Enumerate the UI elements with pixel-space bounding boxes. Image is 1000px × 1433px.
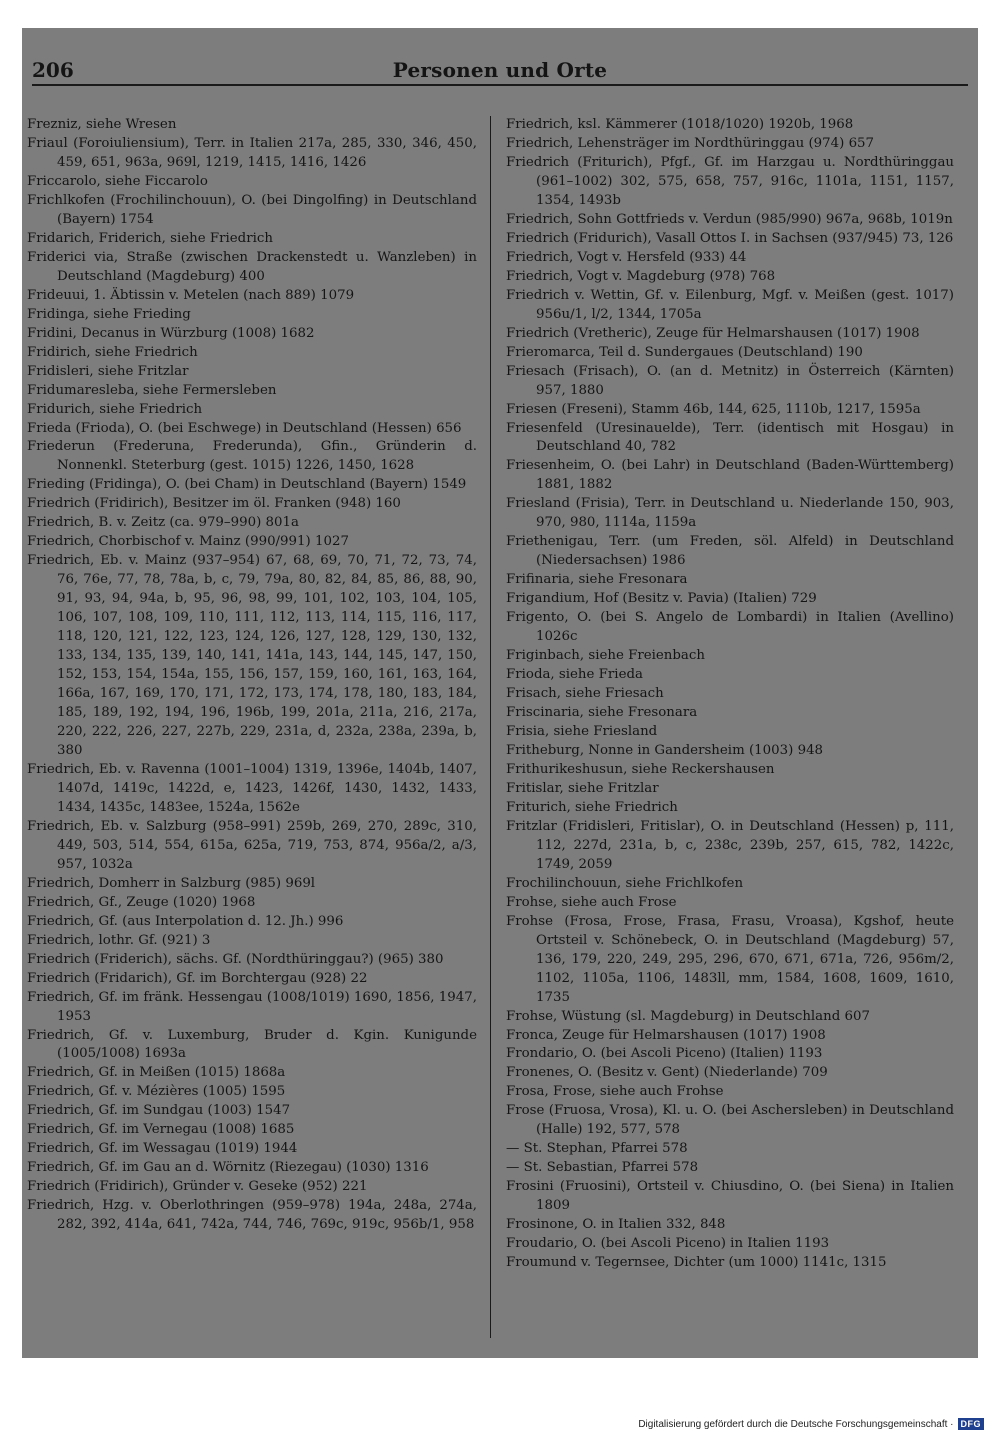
index-entry: Frohse (Frosa, Frose, Frasa, Frasu, Vroasa), Kgshof, heute Ortsteil v. Schönebeck, O. in Deutschland (Magdeburg) 57, 136, 179, 220, 249, 295, 296, 670, 671, 671a, 726, 956m/2, 1102, 1105a, 1106, 1483ll, mm, 1584, 1608, 1609, 1610, 1735 [506,913,954,1005]
index-entry: Friedrich, Chorbischof v. Mainz (990/991) 1027 [27,534,349,550]
index-entry: Fridarich, Friderich, siehe Friedrich [27,230,273,246]
running-title: Personen und Orte [392,58,608,82]
index-entry: Friedrich, Eb. v. Mainz (937–954) 67, 68, 69, 70, 71, 72, 73, 74, 76, 76e, 77, 78, 78a, b, c, 79, 79a, 80, 82, 84, 85, 86, 88, 90, 91, 93, 94, 94a, b, 95, 96, 98, 99, 101, 102, 103, 104, 105, 106, 107, 108, 109, 110, 111, 112, 113, 114, 115, 116, 117, 118, 120, 121, 122, 123, 124, 126, 127, 128, 129, 130, 132, 133, 134, 135, 139, 140, 141, 141a, 143, 144, 145, 147, 150, 152, 153, 154, 154a, 155, 156, 157, 159, 160, 161, 163, 164, 166a, 167, 169, 170, 171, 172, 173, 174, 178, 180, 183, 184, 185, 189, 192, 194, 196, 196b, 199, 201a, 211a, 216, 217a, 220, 222, 226, 227, 227b, 229, 231a, d, 232a, 238a, 239a, b, 380 [27,553,477,758]
index-entry: Friedrich (Fridirich), Besitzer im öl. Franken (948) 160 [27,496,401,512]
index-entry: Friedrich (Friturich), Pfgf., Gf. im Harzgau u. Nordthüringgau (961–1002) 302, 575, 658, 757, 916c, 1101a, 1151, 1157, 1354, 1493b [506,154,954,208]
index-entry: — St. Sebastian, Pfarrei 578 [506,1160,699,1176]
left-column [27,116,477,1235]
index-entry: Friedrich, Hzg. v. Oberlothringen (959–978) 194a, 248a, 274a, 282, 392, 414a, 641, 742a, 744, 746, 769c, 919c, 956b/1, 958 [27,1198,477,1233]
index-entry: Friethenigau, Terr. (um Freden, söl. Alfeld) in Deutschland (Niedersachsen) 1986 [506,534,954,569]
index-entry: Friedrich, Gf. in Meißen (1015) 1868a [27,1065,286,1081]
index-entry: Friedrich, Gf. v. Mézières (1005) 1595 [27,1084,286,1100]
index-entry: Friederun (Frederuna, Frederunda), Gfin., Gründerin d. Nonnenkl. Steterburg (gest. 1015) 1226, 1450, 1628 [27,439,477,474]
index-entry: Frosa, Frose, siehe auch Frohse [506,1084,724,1100]
index-entry: Fridini, Decanus in Würzburg (1008) 1682 [27,325,315,341]
index-entry: Friedrich, Domherr in Salzburg (985) 969l [27,875,316,891]
index-entry: Frioda, siehe Frieda [506,667,643,683]
index-entry: Fritzlar (Fridisleri, Fritislar), O. in Deutschland (Hessen) p, 111, 112, 227d, 231a, b, c, 238c, 239b, 257, 615, 782, 1422c, 1749, 2059 [506,818,954,872]
index-entry: Friedrich, Vogt v. Hersfeld (933) 44 [506,249,747,265]
index-entry: Frifinaria, siehe Fresonara [506,572,688,588]
index-entry: Fronca, Zeuge für Helmarshausen (1017) 1908 [506,1027,826,1043]
right-column [506,116,954,1273]
index-entry: Frochilinchouun, siehe Frichlkofen [506,875,744,891]
index-entry: Friesland (Frisia), Terr. in Deutschland u. Niederlande 150, 903, 970, 980, 1114a, 1159a [506,496,954,531]
index-entry: Frohse, siehe auch Frose [506,894,677,910]
index-entry: Friderici via, Straße (zwischen Drackenstedt u. Wanzleben) in Deutschland (Magdeburg) 400 [27,249,477,284]
index-entry: Friedrich v. Wettin, Gf. v. Eilenburg, Mgf. v. Meißen (gest. 1017) 956u/1, l/2, 1344, 1705a [506,287,954,322]
page-header [32,58,968,86]
index-entry: Friedrich, Gf. im Wessagau (1019) 1944 [27,1141,298,1157]
index-entry: Friginbach, siehe Freienbach [506,648,705,664]
index-entry: Friccarolo, siehe Ficcarolo [27,173,208,189]
index-entry: — St. Stephan, Pfarrei 578 [506,1141,688,1157]
index-entry: Friedrich (Friderich), sächs. Gf. (Nordthüringgau?) (965) 380 [27,951,444,967]
index-entry: Fridurich, siehe Friedrich [27,401,203,417]
index-entry: Frose (Fruosa, Vrosa), Kl. u. O. (bei Aschersleben) in Deutschland (Halle) 192, 577, 578 [506,1103,954,1138]
index-entry: Frondario, O. (bei Ascoli Piceno) (Italien) 1193 [506,1046,823,1062]
index-entry: Fritislar, siehe Fritzlar [506,780,659,796]
index-entry: Friesenfeld (Uresinauelde), Terr. (identisch mit Hosgau) in Deutschland 40, 782 [506,420,954,455]
index-entry: Frieda (Frioda), O. (bei Eschwege) in Deutschland (Hessen) 656 [27,420,462,436]
index-entry: Friedrich, Eb. v. Salzburg (958–991) 259b, 269, 270, 289c, 310, 449, 503, 514, 554, 615a, 625a, 719, 753, 874, 956a/2, a/3, 957, 1032a [27,818,477,872]
index-entry: Friesen (Freseni), Stamm 46b, 144, 625, 1110b, 1217, 1595a [506,401,921,417]
index-entry: Fridirich, siehe Friedrich [27,344,198,360]
index-entry: Friedrich, Eb. v. Ravenna (1001–1004) 1319, 1396e, 1404b, 1407, 1407d, 1419c, 1422d, e, 1423, 1426f, 1430, 1432, 1433, 1434, 1435c, 1483ee, 1524a, 1562e [27,761,477,815]
column-divider [490,116,491,1338]
index-entry: Fritheburg, Nonne in Gandersheim (1003) 948 [506,742,824,758]
dfg-logo: DFG [958,1418,985,1430]
index-entry: Frisach, siehe Friesach [506,686,664,702]
index-entry: Fridinga, siehe Frieding [27,306,191,322]
index-entry: Friedrich (Fridurich), Vasall Ottos I. in Sachsen (937/945) 73, 126 [506,230,954,246]
index-entry: Friedrich, Gf. (aus Interpolation d. 12. Jh.) 996 [27,913,344,929]
index-entry: Frohse, Wüstung (sl. Magdeburg) in Deutschland 607 [506,1008,870,1024]
index-entry: Froudario, O. (bei Ascoli Piceno) in Italien 1193 [506,1236,830,1252]
index-entry: Fridisleri, siehe Fritzlar [27,363,189,379]
index-entry: Friedrich (Fridirich), Gründer v. Geseke (952) 221 [27,1179,368,1195]
index-entry: Friedrich, Lehensträger im Nordthüringgau (974) 657 [506,135,875,151]
index-entry: Froumund v. Tegernsee, Dichter (um 1000) 1141c, 1315 [506,1255,887,1271]
index-entry: Fridumaresleba, siehe Fermersleben [27,382,277,398]
index-entry: Frieding (Fridinga), O. (bei Cham) in Deutschland (Bayern) 1549 [27,477,467,493]
index-entry: Friedrich, lothr. Gf. (921) 3 [27,932,211,948]
index-entry: Friedrich, Vogt v. Magdeburg (978) 768 [506,268,776,284]
index-entry: Friedrich, Gf. im Sundgau (1003) 1547 [27,1103,291,1119]
index-entry: Frideuui, 1. Äbtissin v. Metelen (nach 889) 1079 [27,287,355,303]
index-entry: Friscinaria, siehe Fresonara [506,705,698,721]
index-entry: Frosinone, O. in Italien 332, 848 [506,1217,726,1233]
index-entry: Frezniz, siehe Wresen [27,117,177,132]
index-entry: Frichlkofen (Frochilinchouun), O. (bei Dingolfing) in Deutschland (Bayern) 1754 [27,192,477,227]
index-entry: Friedrich, B. v. Zeitz (ca. 979–990) 801a [27,515,299,531]
index-entry: Fronenes, O. (Besitz v. Gent) (Niederlande) 709 [506,1065,828,1081]
footer-credit: Digitalisierung gefördert durch die Deutsche Forschungsgemeinschaft · [638,1418,954,1430]
index-entry: Friturich, siehe Friedrich [506,799,678,815]
page-number: 206 [32,58,74,82]
index-entry: Friedrich, Gf. v. Luxemburg, Bruder d. Kgin. Kunigunde (1005/1008) 1693a [27,1027,477,1062]
index-entry: Friesach (Frisach), O. (an d. Metnitz) in Österreich (Kärnten) 957, 1880 [506,363,954,398]
index-entry: Frigento, O. (bei S. Angelo de Lombardi) in Italien (Avellino) 1026c [506,610,954,645]
index-entry: Friedrich (Fridarich), Gf. im Borchtergau (928) 22 [27,970,368,986]
index-entry: Friesenheim, O. (bei Lahr) in Deutschland (Baden-Württemberg) 1881, 1882 [506,458,954,493]
index-entry: Friedrich (Vretheric), Zeuge für Helmarshausen (1017) 1908 [506,325,920,341]
index-entry: Frithurikeshusun, siehe Reckershausen [506,761,775,777]
index-entry: Frosini (Fruosini), Ortsteil v. Chiusdino, O. (bei Siena) in Italien 1809 [506,1179,954,1214]
index-entry: Frigandium, Hof (Besitz v. Pavia) (Italien) 729 [506,591,817,607]
index-entry: Friedrich, Gf. im fränk. Hessengau (1008/1019) 1690, 1856, 1947, 1953 [27,989,477,1024]
index-entry: Friedrich, ksl. Kämmerer (1018/1020) 1920b, 1968 [506,117,854,132]
index-entry: Friedrich, Gf. im Gau an d. Wörnitz (Riezegau) (1030) 1316 [27,1160,429,1176]
index-entry: Friedrich, Gf. im Vernegau (1008) 1685 [27,1122,295,1138]
index-entry: Friedrich, Gf., Zeuge (1020) 1968 [27,894,256,910]
scanned-page [22,28,978,1358]
index-entry: Friaul (Foroiuliensium), Terr. in Italien 217a, 285, 330, 346, 450, 459, 651, 963a, 969l, 1219, 1415, 1416, 1426 [27,135,477,170]
index-entry: Frieromarca, Teil d. Sundergaues (Deutschland) 190 [506,344,863,360]
index-entry: Frisia, siehe Friesland [506,724,658,739]
footer [638,1418,984,1430]
index-entry: Friedrich, Sohn Gottfrieds v. Verdun (985/990) 967a, 968b, 1019n [506,211,953,227]
